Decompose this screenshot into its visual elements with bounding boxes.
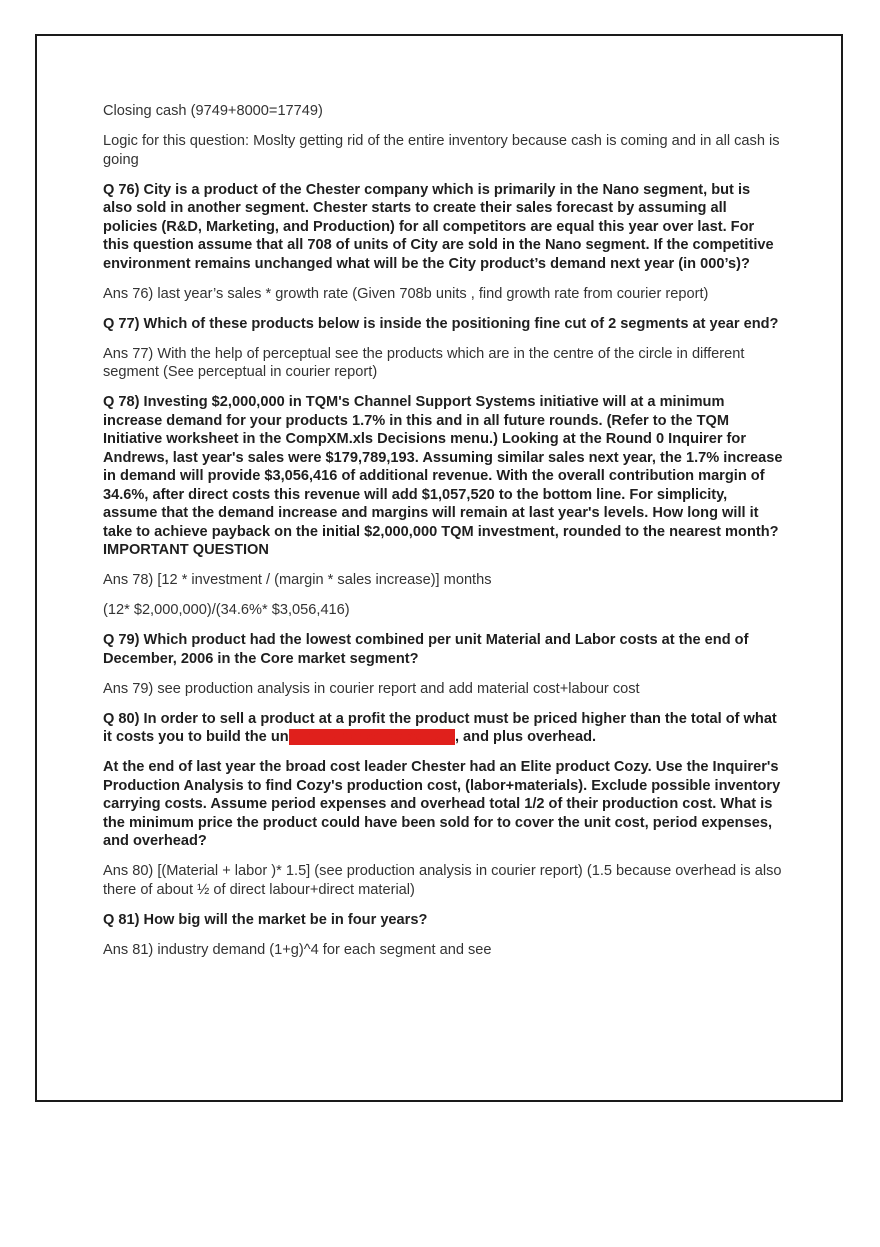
answer-77: Ans 77) With the help of perceptual see the products which are in the centre of the circle in different segment (See perceptual in courier report) (103, 345, 745, 380)
question-76: Q 76) City is a product of the Chester company which is primarily in the Nano segment, but is also sold in another segment. Chester starts to create their sales forecast by assuming all policies (R&D, Marketing, and Production) for all competitors are equal this year over last. For this question assume that all 708 of units of City are sold in the Nano segment. If the competitive environment remains unchanged what will be the City product’s demand next year (in 000’s)? (103, 181, 774, 272)
answer-76: Ans 76) last year’s sales * growth rate (Given 708b units , find growth rate from courier report) (103, 285, 709, 302)
logic-paragraph: Logic for this question: Moslty getting rid of the entire inventory because cash is coming and in all cash is going (103, 133, 780, 168)
question-79: Q 79) Which product had the lowest combined per unit Material and Labor costs at the end of December, 2006 in the Core market segment? (103, 632, 749, 667)
answer-79: Ans 79) see production analysis in courier report and add material cost+labour cost (103, 680, 640, 697)
document-body (103, 102, 783, 971)
answer-78-calculation: (12* $2,000,000)/(34.6%* $3,056,416) (103, 602, 350, 618)
closing-cash-line: Closing cash (9749+8000=17749) (103, 103, 323, 119)
answer-81: Ans 81) industry demand (1+g)^4 for each segment and see (103, 941, 492, 958)
highlighted-text: it, plus period expenses (288, 729, 455, 745)
question-80-text-end: , and plus overhead. (454, 729, 597, 745)
question-78: Q 78) Investing $2,000,000 in TQM's Channel Support Systems initiative will at a minimum increase demand for your products 1.7% in this and in all future rounds. (Refer to the TQM Initiative worksheet in the CompXM.xls Decisions menu.) Looking at the Round 0 Inquirer for Andrews, last year's sales were $179,789,193. Assuming similar sales next year, the 1.7% increase in demand will provide $3,056,416 of additional revenue. With the overall contribution margin of 34.6%, after direct costs this revenue will add $1,057,520 to the bottom line. For simplicity, assume that the demand increase and margins will remain at last year's levels. How long will it take to achieve payback on the initial $2,000,000 TQM investment, rounded to the nearest month? IMPORTANT QUESTION (103, 394, 783, 558)
question-77: Q 77) Which of these products below is inside the positioning fine cut of 2 segments at year end? (103, 315, 779, 332)
question-80-cozy: At the end of last year the broad cost leader Chester had an Elite product Cozy. Use the Inquirer's Production Analysis to find Cozy's production cost, (labor+materials). Exclude possible inventory carrying costs. Assume period expenses and overhead total 1/2 of their production cost. What is the minimum price the product could have been sold for to cover the unit cost, period expenses, and overhead? (103, 759, 781, 849)
answer-78: Ans 78) [12 * investment / (margin * sales increase)] months (103, 572, 492, 588)
question-80 (103, 710, 783, 747)
question-81: Q 81) How big will the market be in four years? (103, 911, 428, 928)
answer-80: Ans 80) [(Material + labor )* 1.5] (see production analysis in courier report) (1.5 because overhead is also there of about ½ of direct labour+direct material) (103, 863, 782, 898)
question-80-text-start: Q 80) In order to sell a product at a profit the product must be priced higher than the total of what it costs you to build the un (103, 710, 777, 745)
